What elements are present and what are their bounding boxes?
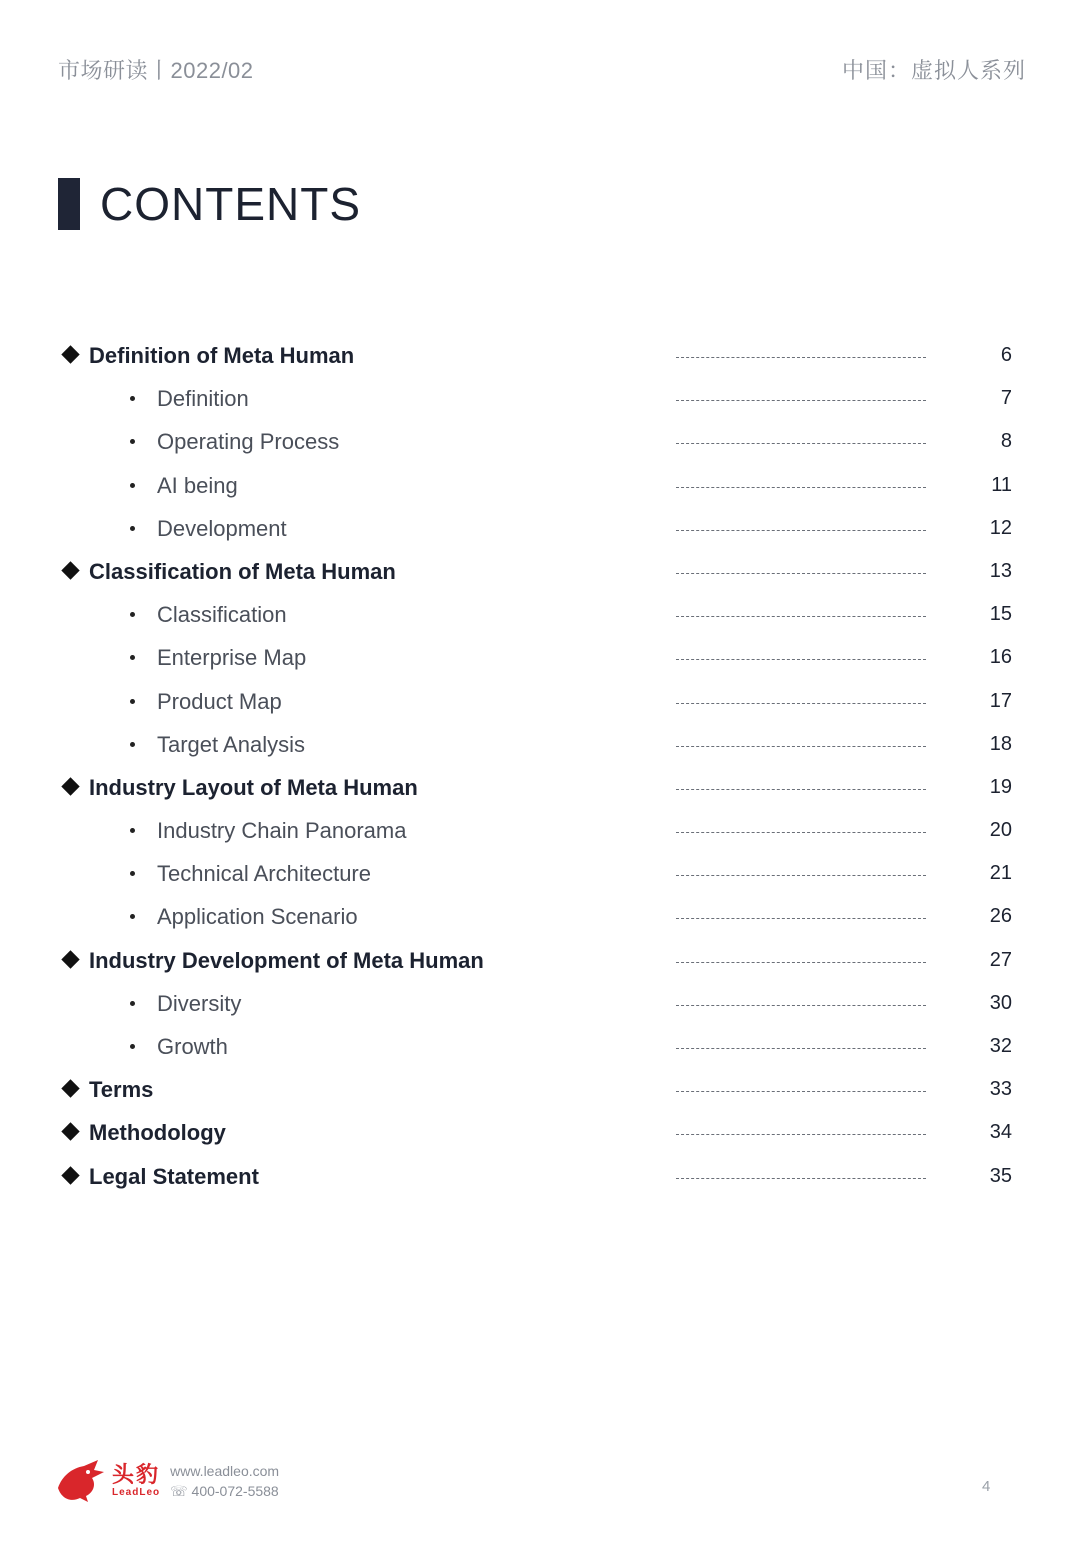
- toc-page-number: 27: [989, 948, 1012, 971]
- dotted-leader: [676, 530, 926, 531]
- toc-entry-label: [130, 723, 305, 766]
- dotted-leader: [676, 487, 926, 488]
- toc-entry-text: Target Analysis: [157, 731, 305, 757]
- diamond-bullet-icon: [61, 1079, 79, 1097]
- toc-page-number: 34: [989, 1121, 1012, 1144]
- diamond-bullet-icon: [61, 777, 79, 795]
- dotted-leader: [676, 1091, 926, 1092]
- page-number: 4: [982, 1478, 991, 1495]
- toc-entry-label: [130, 852, 371, 895]
- toc-entry-label: [60, 334, 354, 377]
- toc-subsection-entry[interactable]: [0, 1025, 1080, 1068]
- toc-entry-label: [60, 550, 396, 593]
- dot-bullet-icon: [130, 871, 135, 876]
- toc-entry-text: Classification: [157, 602, 287, 628]
- footer-branding: [54, 1458, 279, 1504]
- toc-page-number: 30: [989, 991, 1012, 1014]
- page-title: CONTENTS: [100, 178, 361, 230]
- toc-subsection-entry[interactable]: [0, 377, 1080, 420]
- toc-entry-label: [130, 982, 241, 1025]
- diamond-bullet-icon: [61, 345, 79, 363]
- toc-entry-text: Product Map: [157, 688, 282, 714]
- dotted-leader: [676, 918, 926, 919]
- toc-subsection-entry[interactable]: [0, 507, 1080, 550]
- toc-entry-label: [130, 1025, 228, 1068]
- toc-entry-text: Industry Chain Panorama: [157, 818, 407, 844]
- diamond-bullet-icon: [61, 950, 79, 968]
- toc-section-entry[interactable]: [0, 1111, 1080, 1154]
- logo-english-name: LeadLeo: [112, 1487, 161, 1498]
- toc-entry-text: Definition: [157, 386, 249, 412]
- toc-subsection-entry[interactable]: [0, 464, 1080, 507]
- dotted-leader: [676, 1005, 926, 1006]
- dot-bullet-icon: [130, 396, 135, 401]
- toc-section-entry[interactable]: [0, 550, 1080, 593]
- toc-section-entry[interactable]: [0, 334, 1080, 377]
- toc-entry-text: Operating Process: [157, 429, 340, 455]
- dotted-leader: [676, 659, 926, 660]
- toc-entry-label: [130, 636, 306, 679]
- toc-page-number: 18: [989, 732, 1012, 755]
- dot-bullet-icon: [130, 1001, 135, 1006]
- header-right-text: 中国：虚拟人系列: [841, 58, 1026, 83]
- toc-entry-label: [60, 1155, 259, 1198]
- dotted-leader: [676, 1178, 926, 1179]
- toc-entry-label: [130, 464, 238, 507]
- dot-bullet-icon: [130, 828, 135, 833]
- toc-page-number: 12: [989, 516, 1012, 539]
- dotted-leader: [676, 443, 926, 444]
- toc-page-number: 19: [989, 775, 1012, 798]
- toc-entry-text: Growth: [157, 1034, 228, 1059]
- toc-page-number: 7: [1000, 387, 1012, 410]
- dot-bullet-icon: [130, 742, 135, 747]
- toc-entry-text: Terms: [89, 1077, 154, 1103]
- diamond-bullet-icon: [61, 1123, 79, 1141]
- dot-bullet-icon: [130, 526, 135, 531]
- toc-subsection-entry[interactable]: [0, 895, 1080, 938]
- toc-subsection-entry[interactable]: [0, 420, 1080, 463]
- toc-entry-text: Methodology: [89, 1120, 226, 1146]
- toc-section-entry[interactable]: [0, 1068, 1080, 1111]
- toc-section-entry[interactable]: [0, 766, 1080, 809]
- toc-page-number: 32: [989, 1035, 1012, 1057]
- toc-entry-label: [130, 680, 282, 723]
- footer-phone: ☏ 400-072-5588: [170, 1483, 279, 1499]
- diamond-bullet-icon: [61, 1166, 79, 1184]
- toc-subsection-entry[interactable]: [0, 680, 1080, 723]
- dotted-leader: [676, 1134, 926, 1135]
- toc-entry-text: Classification of Meta Human: [89, 558, 396, 584]
- table-of-contents: [0, 334, 1080, 1198]
- dotted-leader: [676, 875, 926, 876]
- title-accent-bar: [58, 178, 80, 230]
- toc-entry-label: [130, 507, 287, 550]
- toc-subsection-entry[interactable]: [0, 982, 1080, 1025]
- toc-page-number: 11: [991, 473, 1012, 496]
- toc-entry-label: [130, 420, 339, 463]
- toc-subsection-entry[interactable]: [0, 636, 1080, 679]
- dot-bullet-icon: [130, 655, 135, 660]
- toc-page-number: 33: [989, 1078, 1012, 1101]
- footer-website[interactable]: www.leadleo.com: [170, 1463, 280, 1479]
- contents-title-block: [58, 178, 361, 230]
- toc-entry-text: Development: [157, 515, 287, 541]
- toc-entry-text: Enterprise Map: [157, 645, 307, 671]
- toc-entry-label: [60, 1111, 226, 1154]
- dot-bullet-icon: [130, 699, 135, 704]
- toc-section-entry[interactable]: [0, 1155, 1080, 1198]
- toc-entry-label: [60, 1068, 153, 1111]
- toc-entry-text: Legal Statement: [89, 1163, 259, 1189]
- toc-entry-label: [130, 809, 406, 852]
- dotted-leader: [676, 703, 926, 704]
- toc-entry-label: [60, 766, 418, 809]
- toc-entry-text: Application Scenario: [157, 904, 358, 930]
- toc-entry-label: [130, 377, 249, 420]
- dotted-leader: [676, 832, 926, 833]
- dotted-leader: [676, 962, 926, 963]
- toc-page-number: 21: [989, 862, 1012, 885]
- toc-entry-label: [130, 895, 358, 938]
- diamond-bullet-icon: [61, 561, 79, 579]
- toc-entry-text: Technical Architecture: [157, 861, 371, 887]
- dotted-leader: [676, 1048, 926, 1049]
- dot-bullet-icon: [130, 1044, 135, 1049]
- toc-entry-text: Industry Layout of Meta Human: [89, 774, 418, 800]
- dotted-leader: [676, 357, 926, 358]
- toc-section-entry[interactable]: [0, 939, 1080, 982]
- header-left-text: 市场研读丨2022/02: [58, 58, 254, 83]
- toc-subsection-entry[interactable]: [0, 723, 1080, 766]
- dot-bullet-icon: [130, 612, 135, 617]
- dotted-leader: [676, 400, 926, 401]
- leadleo-logo-icon: [54, 1458, 106, 1504]
- toc-entry-text: AI being: [157, 472, 238, 498]
- toc-subsection-entry[interactable]: [0, 809, 1080, 852]
- dot-bullet-icon: [130, 914, 135, 919]
- dotted-leader: [676, 746, 926, 747]
- toc-page-number: 17: [989, 689, 1012, 712]
- toc-page-number: 35: [989, 1164, 1012, 1187]
- toc-page-number: 6: [1000, 344, 1012, 366]
- dot-bullet-icon: [130, 439, 135, 444]
- toc-page-number: 16: [989, 646, 1012, 669]
- dot-bullet-icon: [130, 483, 135, 488]
- logo-chinese-name: 头豹: [112, 1462, 161, 1487]
- toc-page-number: 20: [989, 819, 1012, 842]
- toc-entry-label: [60, 939, 484, 982]
- toc-page-number: 15: [989, 603, 1012, 626]
- toc-entry-text: Definition of Meta Human: [89, 343, 355, 368]
- toc-entry-text: Diversity: [157, 990, 242, 1016]
- dotted-leader: [676, 789, 926, 790]
- toc-subsection-entry[interactable]: [0, 593, 1080, 636]
- toc-page-number: 26: [989, 905, 1012, 928]
- toc-page-number: 13: [989, 559, 1012, 582]
- toc-page-number: 8: [1000, 430, 1012, 453]
- toc-entry-text: Industry Development of Meta Human: [89, 947, 484, 973]
- dotted-leader: [676, 616, 926, 617]
- dotted-leader: [676, 573, 926, 574]
- toc-entry-label: [130, 593, 287, 636]
- toc-subsection-entry[interactable]: [0, 852, 1080, 895]
